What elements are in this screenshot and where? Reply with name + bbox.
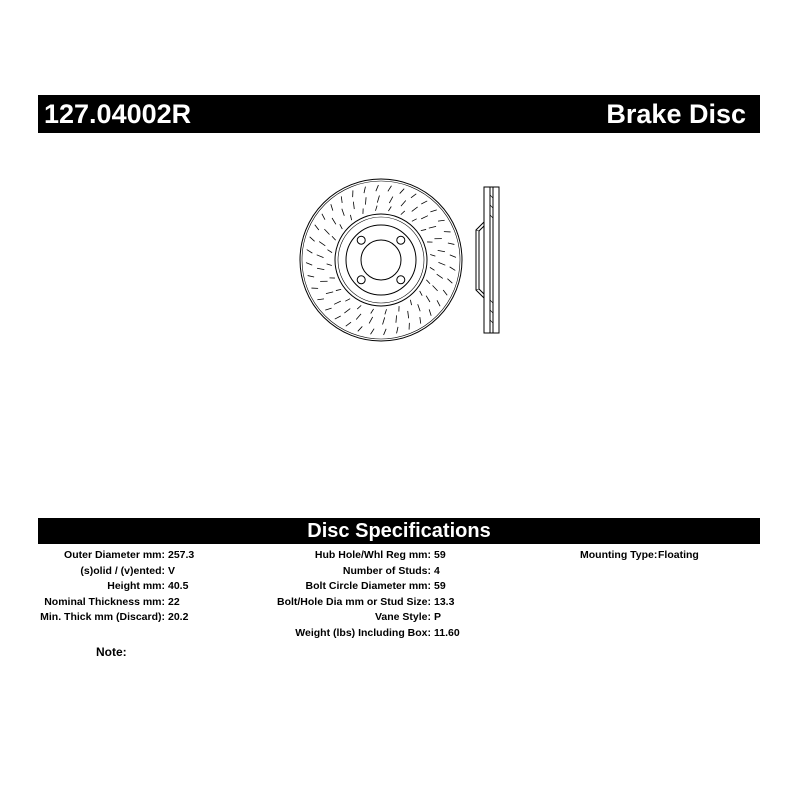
spec-value: 11.60 <box>434 626 460 639</box>
disc-slot <box>334 301 341 304</box>
disc-slot <box>331 204 333 210</box>
disc-slot <box>325 308 331 310</box>
bolt-holes <box>357 236 405 284</box>
disc-slot <box>429 309 431 315</box>
spec-column-2 <box>270 548 460 641</box>
spec-value: 13.3 <box>434 595 455 608</box>
spec-row <box>40 548 194 564</box>
disc-slot <box>420 291 423 296</box>
bolt-hole <box>357 276 365 284</box>
disc-front-view <box>300 179 462 341</box>
disc-slot <box>385 309 387 314</box>
spec-row <box>270 564 460 580</box>
disc-slot <box>341 196 342 203</box>
disc-slot <box>421 229 426 230</box>
spec-row <box>40 610 194 626</box>
spec-label: Hub Hole/Whl Reg mm: <box>314 549 431 561</box>
spec-value: 22 <box>168 595 180 608</box>
disc-slot <box>310 237 315 241</box>
disc-slot <box>438 250 445 251</box>
disc-slot <box>308 276 315 277</box>
disc-slot <box>408 311 409 318</box>
disc-slot <box>322 214 325 220</box>
disc-slot <box>306 263 312 266</box>
disc-slot <box>443 290 447 295</box>
disc-slot <box>332 218 336 224</box>
spec-row <box>580 548 699 564</box>
disc-slot <box>429 226 436 228</box>
disc-slot <box>433 286 438 291</box>
disc-slot <box>447 279 452 283</box>
spec-row <box>40 564 194 580</box>
disc-slot <box>401 211 405 215</box>
disc-slot <box>356 314 361 320</box>
disc-slot <box>412 219 417 222</box>
disc-slot <box>410 300 411 305</box>
spec-column-3 <box>580 548 699 564</box>
disc-slot <box>357 305 361 309</box>
disc-slot <box>376 185 379 191</box>
disc-side-profile <box>476 187 499 333</box>
spec-row <box>270 548 460 564</box>
disc-slot <box>371 309 374 314</box>
disc-slot <box>437 300 440 306</box>
disc-slot <box>420 317 421 324</box>
disc-slot <box>426 280 430 284</box>
spec-value: V <box>168 564 176 577</box>
spec-label: (s)olid / (v)ented: <box>80 564 165 577</box>
spec-label: Weight (lbs) Including Box: <box>295 626 431 639</box>
disc-slot <box>345 299 350 302</box>
part-number: 127.04002R <box>44 99 192 129</box>
spec-label: Number of Studs: <box>342 564 431 577</box>
spec-value: Floating <box>658 549 699 561</box>
disc-slot <box>397 327 398 334</box>
note-label: Note: <box>96 645 127 659</box>
spec-column-1 <box>40 548 194 626</box>
spec-value: 40.5 <box>168 580 189 592</box>
disc-slot <box>375 206 377 211</box>
disc-slot <box>307 250 313 254</box>
spec-label: Bolt/Hole Dia mm or Stud Size: <box>276 595 431 608</box>
disc-slot <box>400 189 404 194</box>
spec-label: Bolt Circle Diameter mm: <box>305 580 431 592</box>
disc-slot <box>448 243 455 244</box>
spec-value: 59 <box>434 549 446 561</box>
disc-slot <box>344 309 350 313</box>
spec-label: Mounting Type: <box>580 549 658 561</box>
spec-value: 4 <box>434 564 440 577</box>
disc-slot <box>317 299 324 300</box>
spec-label: Min. Thick mm (Discard): <box>40 611 165 623</box>
spec-value: 59 <box>434 580 446 592</box>
disc-slot <box>365 197 366 204</box>
disc-slot <box>353 202 354 209</box>
disc-slot <box>437 274 443 278</box>
disc-slot <box>421 201 427 204</box>
spec-row <box>270 579 460 595</box>
disc-slot <box>358 326 362 331</box>
disc-slot <box>438 220 445 221</box>
disc-slot <box>430 254 435 256</box>
disc-slot <box>396 315 397 322</box>
disc-slot <box>411 194 416 198</box>
disc-slot <box>430 267 435 270</box>
disc-slot <box>336 289 341 290</box>
disc-slot <box>364 187 365 194</box>
disc-slot <box>377 196 379 203</box>
disc-slot <box>317 255 324 258</box>
bolt-hole <box>397 236 405 244</box>
spec-label: Height mm: <box>107 580 165 592</box>
disc-slot <box>401 200 406 206</box>
disc-slot <box>319 242 325 246</box>
bolt-hole <box>397 276 405 284</box>
spec-label: Vane Style: <box>374 611 431 623</box>
spec-label: Nominal Thickness mm: <box>44 595 165 608</box>
spec-title-bar <box>38 518 760 544</box>
disc-slot <box>371 329 375 335</box>
spec-value: P <box>434 611 442 623</box>
disc-slot <box>332 236 336 240</box>
spec-value: 20.2 <box>168 611 189 623</box>
disc-slot <box>326 292 333 294</box>
bolt-hole <box>357 236 365 244</box>
disc-slot <box>438 262 445 265</box>
disc-slot <box>450 267 456 271</box>
disc-slot <box>388 186 392 192</box>
spec-row <box>270 595 460 611</box>
disc-slot <box>421 216 428 219</box>
disc-slot <box>324 229 329 234</box>
disc-slot <box>369 317 373 324</box>
spec-row <box>40 595 194 611</box>
spec-label: Outer Diameter mm: <box>64 549 165 561</box>
spec-title: Disc Specifications <box>307 520 491 542</box>
disc-slot <box>430 210 436 212</box>
disc-slot <box>450 255 456 258</box>
disc-slot <box>383 317 385 324</box>
disc-slot <box>389 197 393 204</box>
spec-row <box>270 610 460 626</box>
disc-slot <box>342 209 344 216</box>
disc-slot <box>317 268 324 269</box>
spec-row <box>40 579 194 595</box>
disc-slot <box>340 224 343 229</box>
disc-slots <box>306 185 456 335</box>
disc-slot <box>327 250 332 253</box>
disc-slot <box>350 215 351 220</box>
spec-row <box>270 626 460 642</box>
disc-slot <box>388 206 391 211</box>
spec-value: 257.3 <box>168 549 195 561</box>
disc-slot <box>418 304 420 311</box>
disc-slot <box>346 322 351 326</box>
disc-slot <box>327 264 332 266</box>
product-type: Brake Disc <box>606 99 746 129</box>
disc-slot <box>335 316 341 319</box>
disc-slot <box>315 225 319 230</box>
disc-slot <box>412 207 418 211</box>
disc-slot <box>426 296 430 302</box>
disc-slot <box>384 329 387 335</box>
